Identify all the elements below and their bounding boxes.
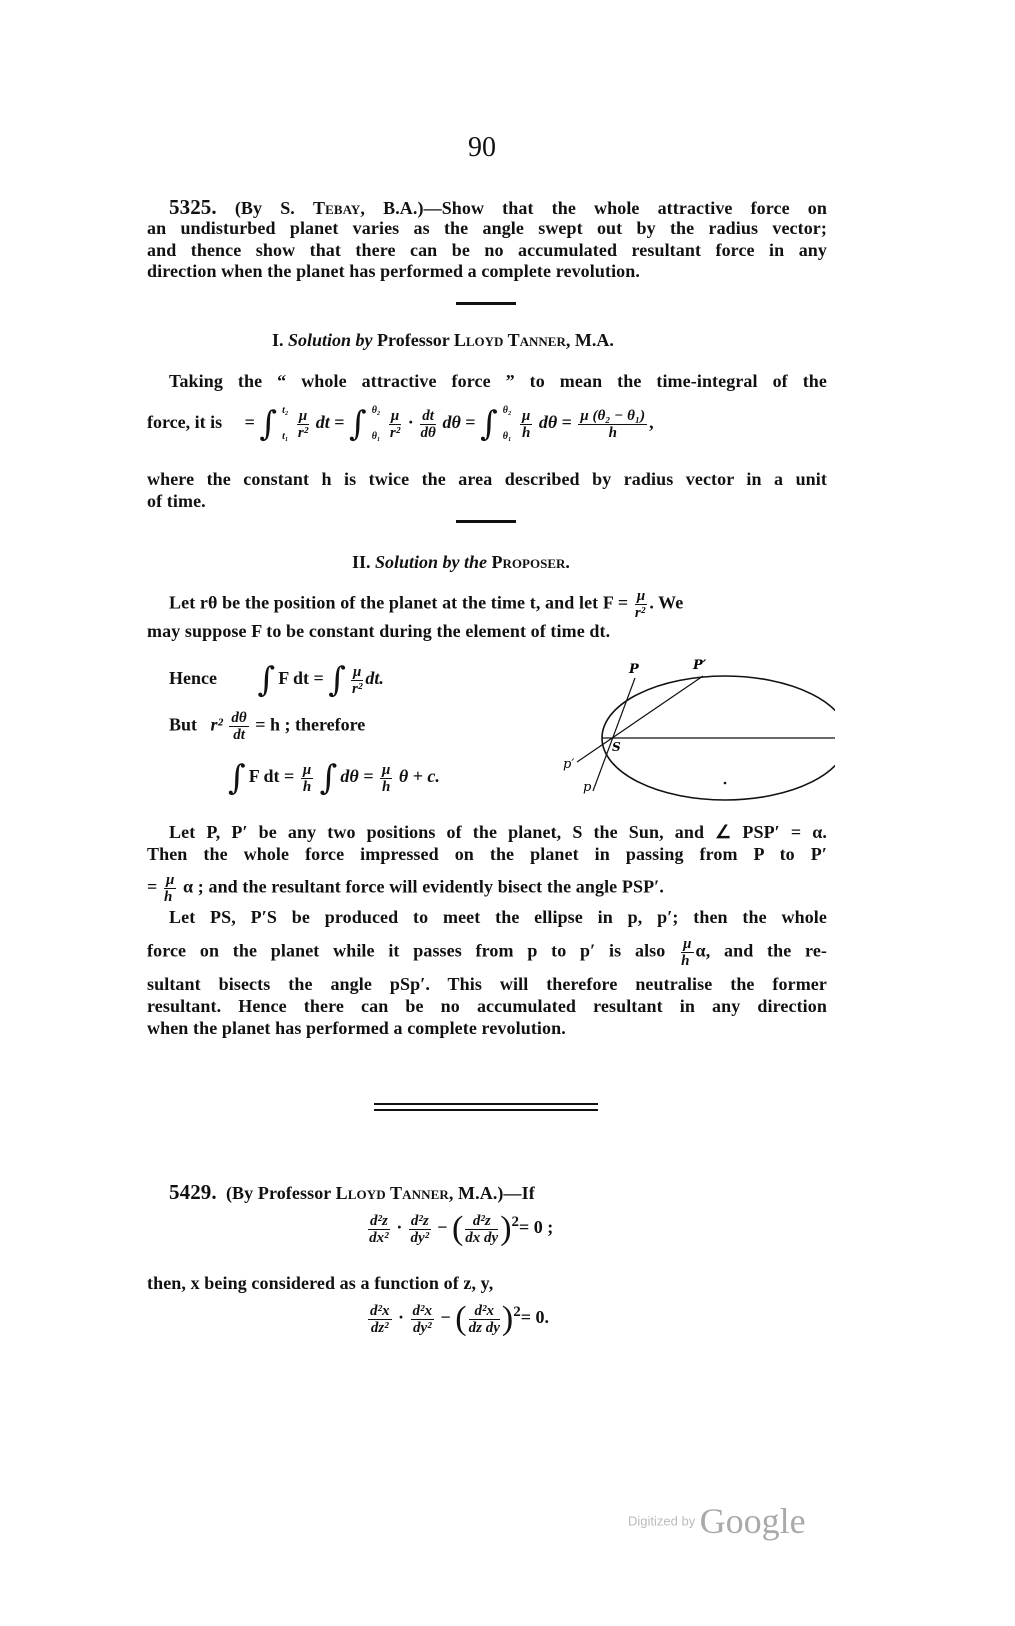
problem-text: an undisturbed planet varies as the angle swept out by the radius vector;	[147, 218, 827, 238]
problem-5429-text: then, x being considered as a function of z, y,	[147, 1273, 494, 1293]
solution-2-text: Let PS, P′S be produced to meet the ellipse in p, p′; then the whole	[169, 907, 827, 927]
equation-2: $\frac{\text{d²x}}{\text{dz²}}$ · $\frac{\text{d²x}}{\text{dy²}}$ − ( $\frac{\text{d²x}}{\text{dz dy}}$ )$^2$= 0.	[370, 1300, 549, 1337]
author-open: (By S.	[234, 198, 313, 218]
problem-5325-line-1	[169, 196, 827, 219]
author-close: , B.A.)—Show that the whole attractive force on	[360, 198, 828, 218]
divider	[456, 302, 516, 305]
solution-2-text: sultant bisects the angle pSp′. This will therefore neutralise the former	[147, 974, 827, 994]
label-S: S	[612, 740, 621, 754]
solution-2-heading: II. Solution by the Proposer.	[352, 552, 570, 572]
solution-2-text: force on the planet while it passes from p to p′ is also $\frac{\mu}{h}$ α, and the re-	[147, 936, 827, 969]
solution-1-text: where the constant h is twice the area described by radius vector in a unit	[147, 469, 827, 489]
double-rule-top	[374, 1103, 598, 1105]
problem-5429-line-1: 5429. (By Professor Lloyd Tanner, M.A.)—If	[169, 1180, 535, 1204]
solution-2-text: Then the whole force impressed on the planet in passing from P to P′	[147, 844, 827, 864]
label-p-prime: p′	[563, 757, 575, 772]
equation-1: $\frac{\text{d²z}}{\text{dx²}}$ · $\frac{\text{d²z}}{\text{dy²}}$ − ( $\frac{\text{d²z}}{\text{dx dy}}$ )$^2$= 0 ;	[369, 1210, 554, 1247]
but-equation: But r² $\frac{d\theta}{dt}$ = h ; therefore	[169, 710, 366, 743]
focus-dot	[724, 782, 727, 785]
problem-number: 5325.	[169, 195, 217, 219]
double-rule-bottom	[374, 1109, 598, 1111]
solution-1-formula: force, it is = ∫ t₂ t₁ $\frac{\mu}{\text{r²}}$ dt = ∫ θ₂ θ₁ $\frac{\mu}{\text{r²}}$ · $\frac{dt}{d\theta}$ dθ = ∫ θ₂ θ₁ $\frac{\mu}{h}$ dθ = $\frac{\text{μ (θ₂ − θ₁)}}{h}$ ,	[147, 404, 654, 444]
divider	[456, 520, 516, 523]
solution-2-text: = $\frac{\mu}{h}$ α ; and the resultant force will evidently bisect the angle PSP′.	[147, 872, 664, 905]
solution-2-text: Let rθ be the position of the planet at the time t, and let F = $\frac{\mu}{\text{r²}}$ . We	[169, 588, 684, 621]
hence-equation: Hence ∫ F dt = ∫ $\frac{\mu}{\text{r²}}$ dt.	[169, 660, 384, 700]
label-P-prime: P′	[693, 658, 707, 673]
solution-2-text: resultant. Hence there can be no accumulated resultant in any direction	[147, 996, 827, 1016]
digitized-by-google-watermark: Digitized by Google	[628, 1501, 806, 1541]
ellipse-diagram	[555, 655, 835, 805]
label-P: P	[629, 662, 639, 677]
solution-2-text: Let P, P′ be any two positions of the planet, S the Sun, and ∠ PSP′ = α.	[169, 822, 827, 842]
problem-text: and thence show that there can be no accumulated resultant force in any	[147, 240, 827, 260]
integral-equation: ∫ F dt = $\frac{\mu}{h}$ ∫ dθ = $\frac{\mu}{h}$ θ + c.	[228, 758, 440, 798]
line-Pprime-pprime	[577, 676, 703, 762]
problem-text: direction when the planet has performed a complete revolution.	[147, 261, 640, 281]
solution-1-heading: I. Solution by Professor Lloyd Tanner, M.A.	[272, 330, 614, 350]
author-name: Tebay	[312, 198, 361, 218]
line-P-p	[593, 678, 635, 791]
label-p: p	[583, 780, 592, 795]
solution-1-text: Taking the “ whole attractive force ” to mean the time-integral of the	[169, 371, 827, 391]
solution-1-text: of time.	[147, 491, 206, 511]
solution-2-text: may suppose F to be constant during the element of time dt.	[147, 621, 611, 641]
page-number: 90	[468, 132, 496, 163]
solution-2-text: when the planet has performed a complete revolution.	[147, 1018, 566, 1038]
